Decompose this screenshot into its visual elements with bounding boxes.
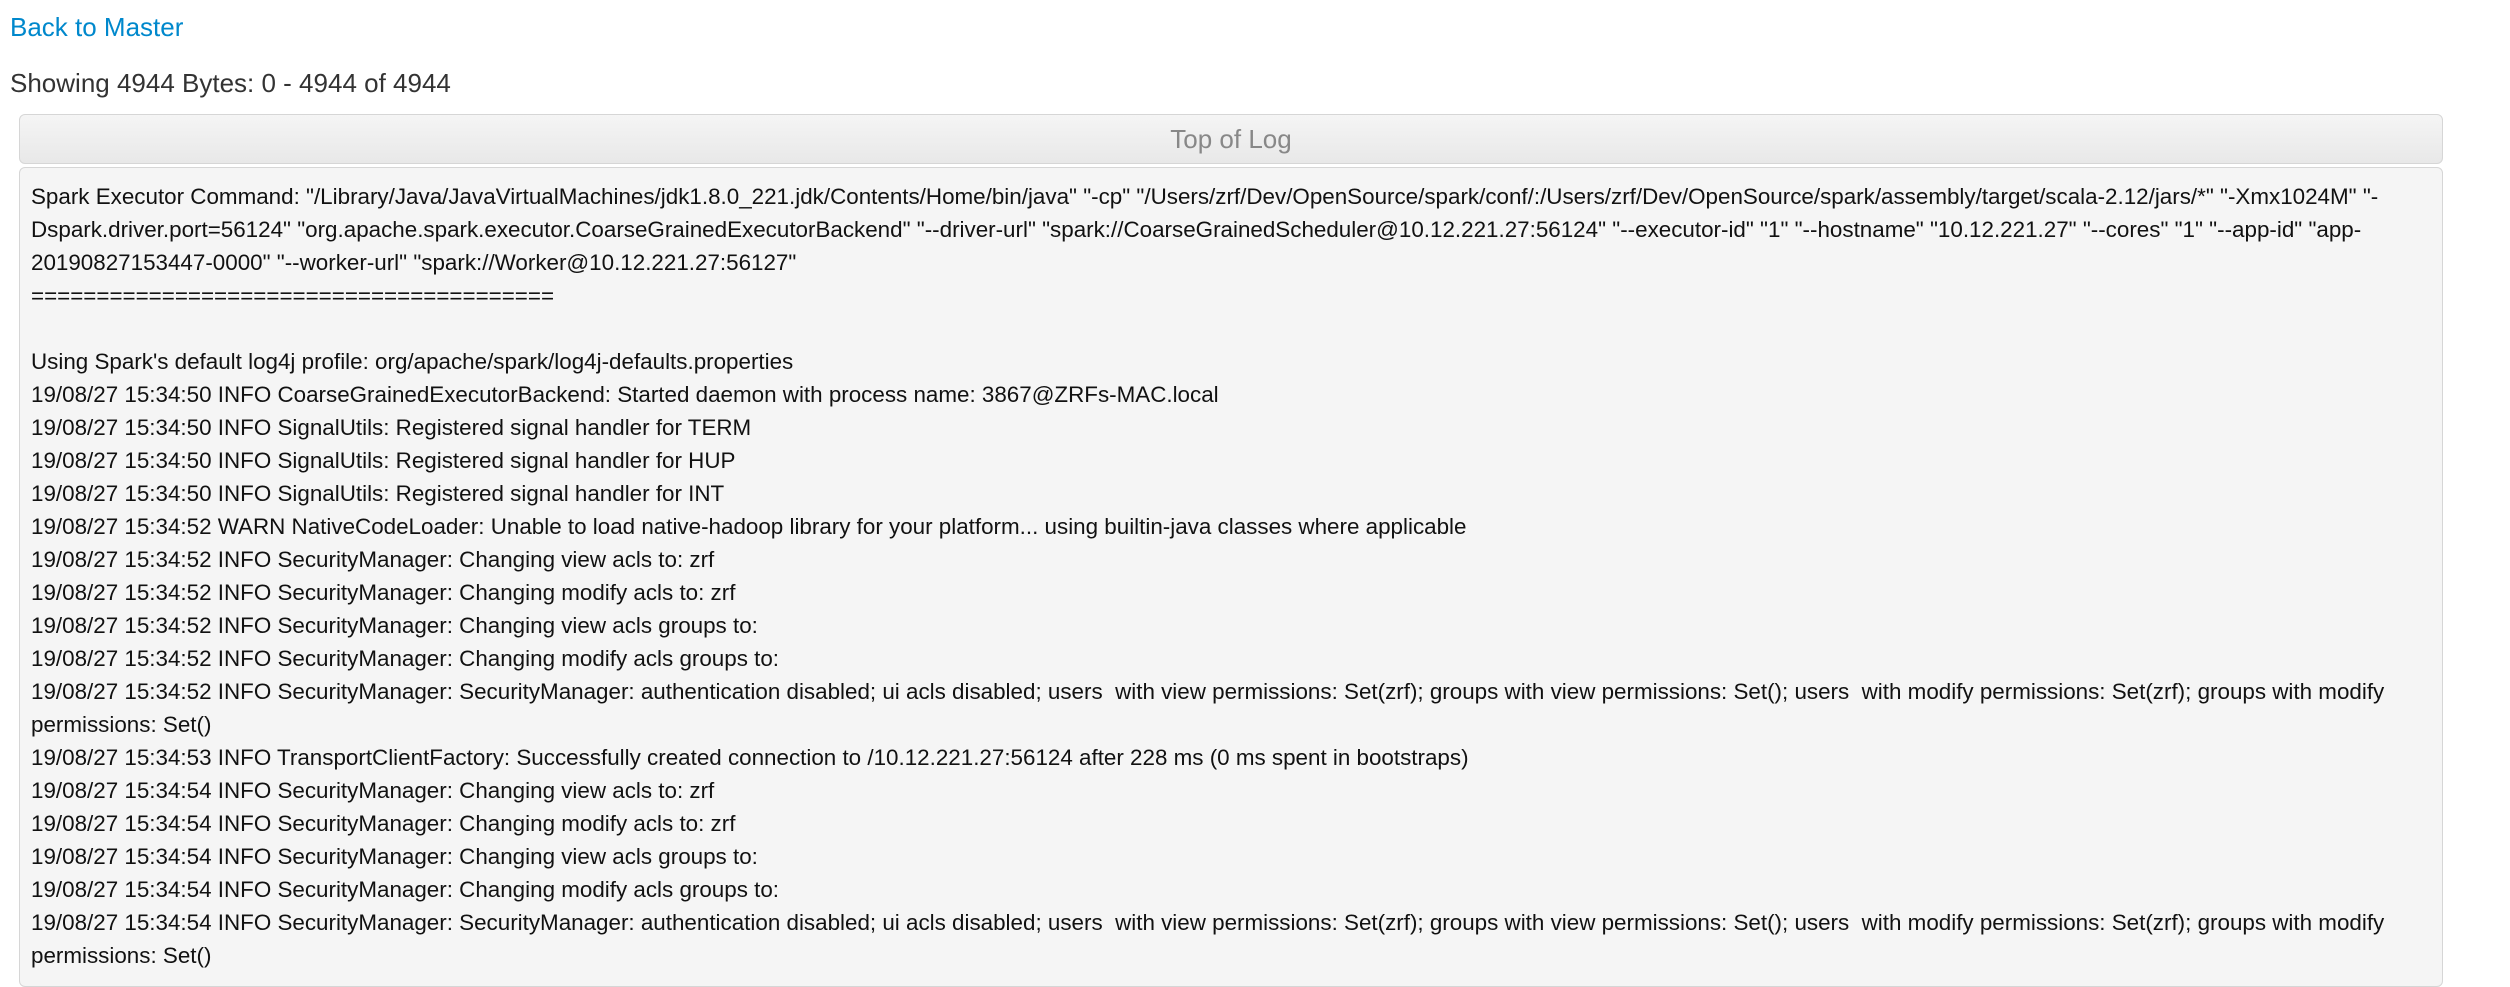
log-line: 19/08/27 15:34:54 INFO SecurityManager: Changing modify acls groups to:: [31, 877, 786, 902]
log-line: 19/08/27 15:34:50 INFO SignalUtils: Registered signal handler for HUP: [31, 448, 736, 473]
log-line: 19/08/27 15:34:53 INFO TransportClientFactory: Successfully created connection to /10.12.221.27:56124 after 228 ms (0 ms spent in bootstraps): [31, 745, 1469, 770]
top-of-log-button[interactable]: Top of Log: [19, 114, 2443, 164]
log-line: 19/08/27 15:34:52 WARN NativeCodeLoader: Unable to load native-hadoop library for your platform... using builtin-java classes where applicable: [31, 514, 1467, 539]
log-line: 19/08/27 15:34:52 INFO SecurityManager: SecurityManager: authentication disabled; ui acls disabled; users with view permissions: Set(zrf); groups with view permissions: Set(); users with modify permissions: Set(zrf); groups with modify permissions: Set(): [31, 679, 2391, 737]
log-line: 19/08/27 15:34:54 INFO SecurityManager: Changing view acls groups to:: [31, 844, 765, 869]
log-line: Spark Executor Command: "/Library/Java/JavaVirtualMachines/jdk1.8.0_221.jdk/Contents/Home/bin/java" "-cp" "/Users/zrf/Dev/OpenSource/spark/conf/:/Users/zrf/Dev/OpenSource/spark/assembly/target/scala-2.12/jars/*" "-Xmx1024M" "-Dspark.driver.port=56124" "org.apache.spark.executor.CoarseGrainedExecutorBackend" "--driver-url" "spark://CoarseGrainedScheduler@10.12.221.27:56124" "--executor-id" "1" "--hostname" "10.12.221.27" "--cores" "1" "--app-id" "app-20190827153447-0000" "--worker-url" "spark://Worker@10.12.221.27:56127": [31, 184, 2379, 275]
log-content: [19, 167, 2443, 987]
log-line: 19/08/27 15:34:52 INFO SecurityManager: Changing modify acls groups to:: [31, 646, 786, 671]
log-line: 19/08/27 15:34:52 INFO SecurityManager: Changing view acls groups to:: [31, 613, 765, 638]
log-line: 19/08/27 15:34:50 INFO SignalUtils: Registered signal handler for TERM: [31, 415, 752, 440]
log-line: 19/08/27 15:34:50 INFO CoarseGrainedExecutorBackend: Started daemon with process name: 3867@ZRFs-MAC.local: [31, 382, 1219, 407]
log-line: 19/08/27 15:34:50 INFO SignalUtils: Registered signal handler for INT: [31, 481, 725, 506]
log-line: 19/08/27 15:34:54 INFO SecurityManager: Changing view acls to: zrf: [31, 778, 715, 803]
bytes-range-status: Showing 4944 Bytes: 0 - 4944 of 4944: [10, 68, 451, 98]
back-to-master-link[interactable]: Back to Master: [10, 12, 184, 42]
log-line: 19/08/27 15:34:52 INFO SecurityManager: Changing view acls to: zrf: [31, 547, 715, 572]
log-line: [31, 312, 2430, 345]
log-line: ========================================: [31, 283, 555, 308]
log-line: Using Spark's default log4j profile: org/apache/spark/log4j-defaults.properties: [31, 349, 794, 374]
log-line: 19/08/27 15:34:54 INFO SecurityManager: Changing modify acls to: zrf: [31, 811, 736, 836]
log-line: 19/08/27 15:34:52 INFO SecurityManager: Changing modify acls to: zrf: [31, 580, 736, 605]
log-line: 19/08/27 15:34:54 INFO SecurityManager: SecurityManager: authentication disabled; ui acls disabled; users with view permissions: Set(zrf); groups with view permissions: Set(); users with modify permissions: Set(zrf); groups with modify permissions: Set(): [31, 910, 2391, 968]
